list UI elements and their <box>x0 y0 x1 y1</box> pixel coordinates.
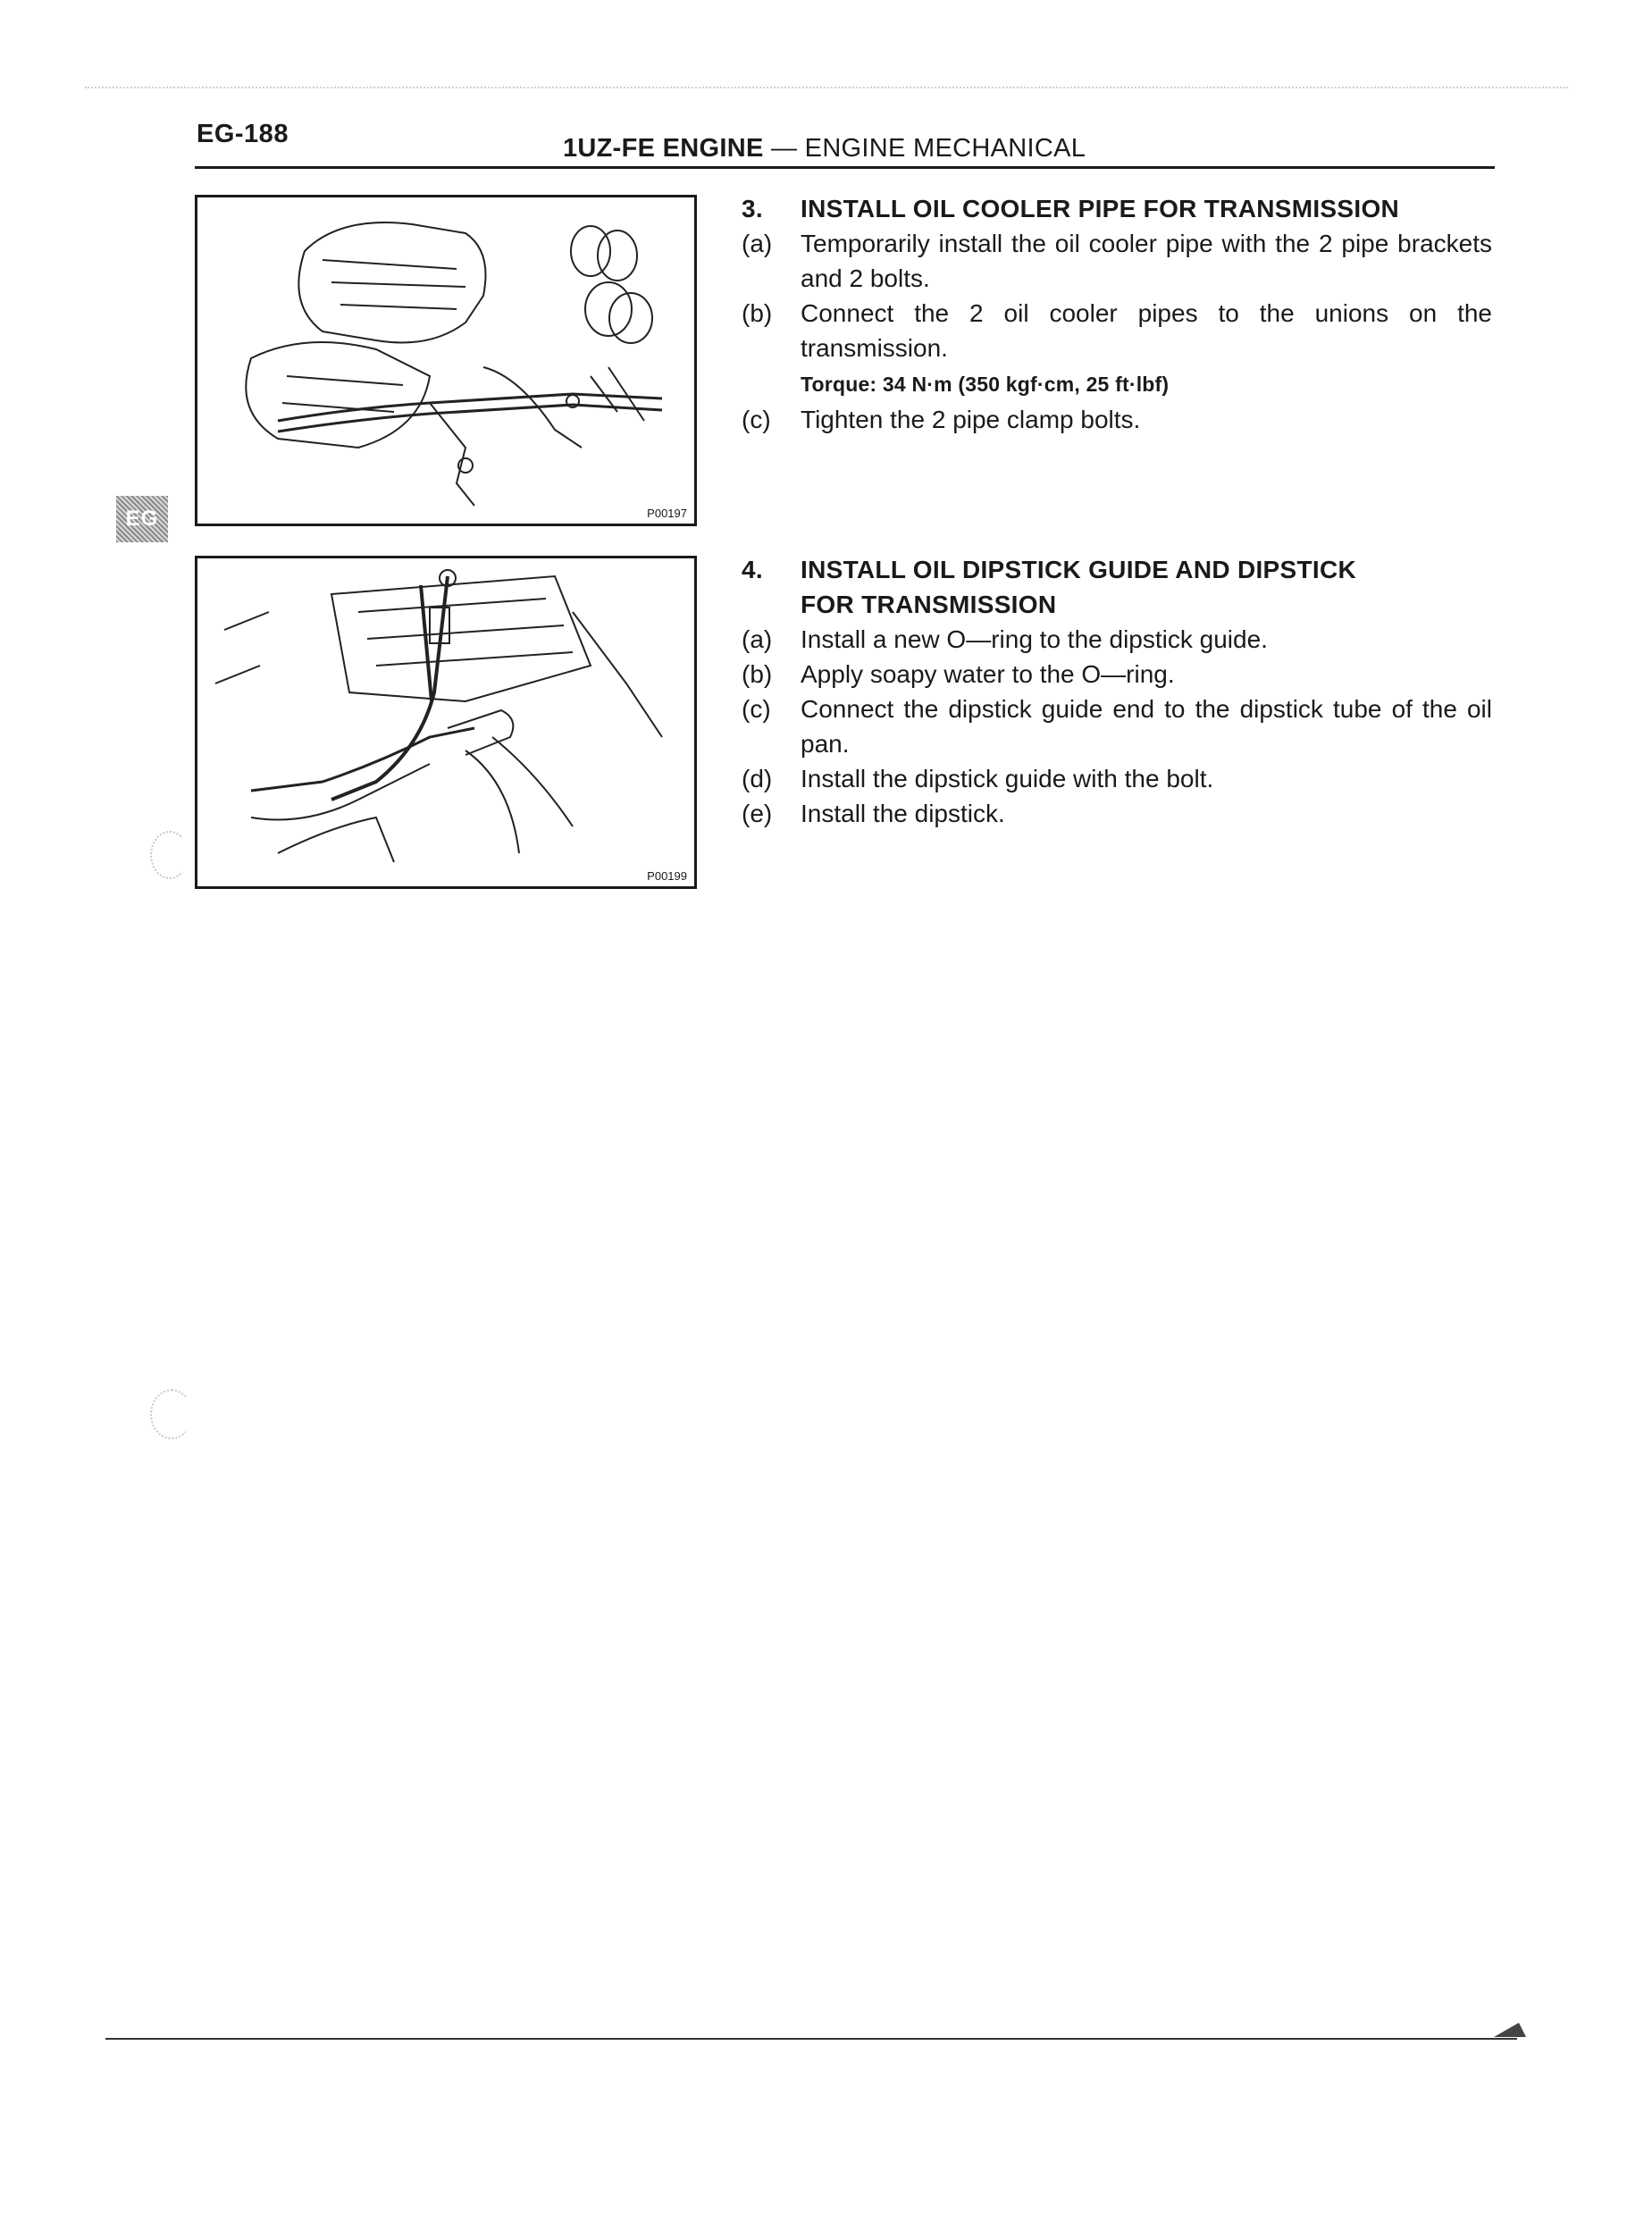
step-item-body <box>801 296 1492 402</box>
step-item <box>742 692 1492 761</box>
step-item-text: Apply soapy water to the O—ring. <box>801 660 1175 688</box>
scan-dotted-line <box>85 87 1568 88</box>
figure-code: P00197 <box>647 507 687 520</box>
page-title <box>563 134 1086 163</box>
step-item-label: (c) <box>742 695 771 723</box>
step-item-label: (d) <box>742 765 773 792</box>
step-item-label: (c) <box>742 406 771 433</box>
step-item <box>742 296 1492 402</box>
step-item-label: (a) <box>742 625 773 653</box>
section-tab: EG <box>116 496 168 542</box>
step-item <box>742 226 1492 296</box>
step-item-text: Tighten the 2 pipe clamp bolts. <box>801 406 1141 433</box>
figure-oil-cooler-pipe <box>195 195 697 526</box>
step-title-line1: INSTALL OIL DIPSTICK GUIDE AND DIPSTICK <box>801 556 1357 583</box>
step-title-line2: FOR TRANSMISSION <box>801 591 1057 618</box>
step-item-text: Connect the 2 oil cooler pipes to the unions on the transmission. <box>801 299 1492 362</box>
page-title-bold: 1UZ-FE ENGINE <box>563 134 764 163</box>
step-title: INSTALL OIL COOLER PIPE FOR TRANSMISSION <box>801 195 1400 222</box>
step-3 <box>742 191 1492 437</box>
step-item-label: (b) <box>742 660 773 688</box>
step-item-text: Install the dipstick. <box>801 800 1005 827</box>
step-item-label: (e) <box>742 800 773 827</box>
page-title-rest: — ENGINE MECHANICAL <box>763 134 1086 163</box>
dipstick-guide-illustration-icon <box>197 558 694 886</box>
oil-cooler-pipe-illustration-icon <box>197 197 694 524</box>
step-4-heading <box>742 552 1492 622</box>
torque-spec: Torque: 34 N·m (350 kgf·cm, 25 ft·lbf) <box>801 373 1170 396</box>
step-item-label: (a) <box>742 230 773 257</box>
scan-hole-mark <box>150 831 189 879</box>
step-item-text: Install the dipstick guide with the bolt. <box>801 765 1214 792</box>
step-item <box>742 657 1492 692</box>
step-4 <box>742 552 1492 831</box>
step-item <box>742 622 1492 657</box>
figure-dipstick-guide <box>195 556 697 889</box>
footer-divider <box>105 2038 1517 2040</box>
figure-code: P00199 <box>647 869 687 883</box>
step-item <box>742 761 1492 796</box>
step-number: 3. <box>742 195 763 222</box>
corner-smudge-icon <box>1492 2019 1528 2039</box>
header-divider <box>195 166 1495 169</box>
step-3-heading <box>742 191 1492 226</box>
step-number: 4. <box>742 556 763 583</box>
page-number: EG-188 <box>197 120 289 148</box>
step-item-text: Connect the dipstick guide end to the dipstick tube of the oil pan. <box>801 695 1492 758</box>
step-item <box>742 402 1492 437</box>
step-item-text: Install a new O—ring to the dipstick guide. <box>801 625 1268 653</box>
scan-hole-mark <box>150 1389 193 1439</box>
step-title <box>801 552 1356 622</box>
step-item <box>742 796 1492 831</box>
step-item-label: (b) <box>742 299 773 327</box>
step-item-text: Temporarily install the oil cooler pipe with the 2 pipe brackets and 2 bolts. <box>801 230 1492 292</box>
